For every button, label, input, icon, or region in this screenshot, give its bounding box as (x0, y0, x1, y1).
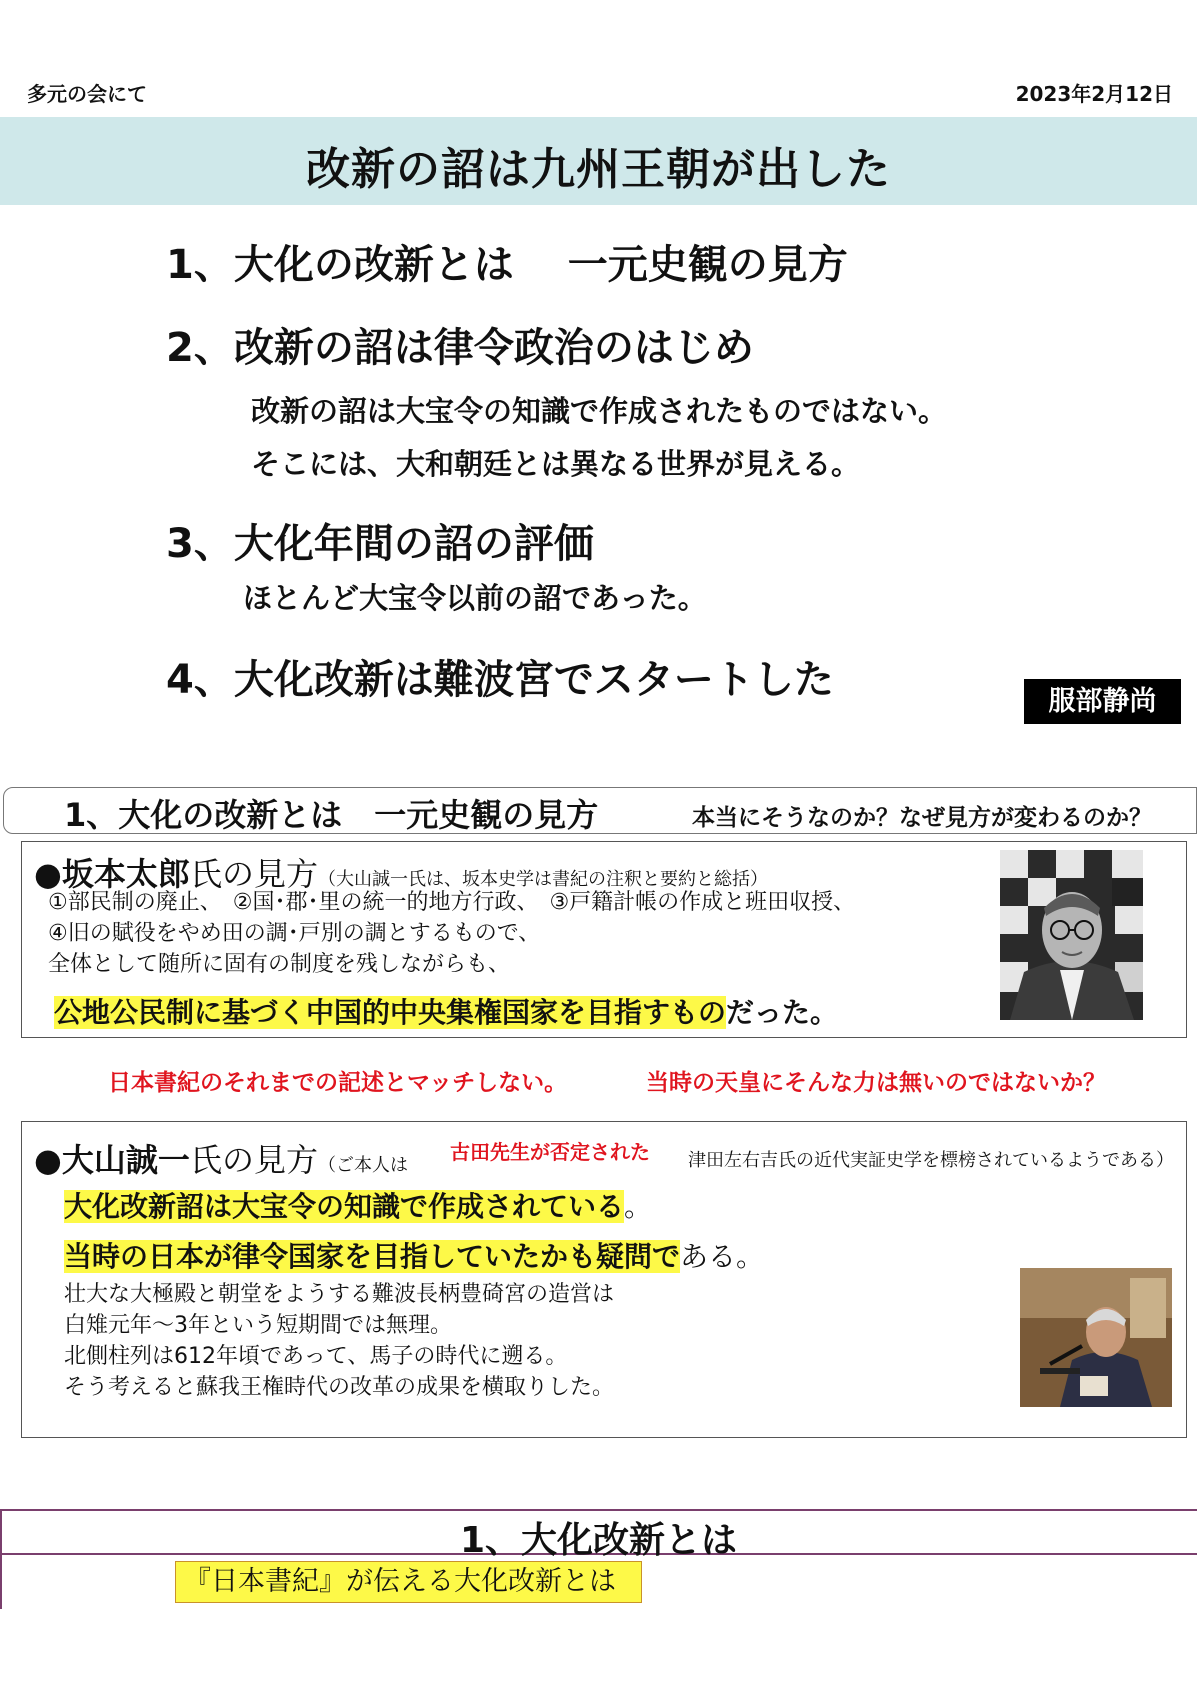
sakamoto-line-2: ④旧の賦役をやめ田の調･戸別の調とするもので、 (48, 921, 541, 946)
toc-item-1: 1、大化の改新とは 一元史観の見方 (166, 242, 848, 288)
oyama-claim-1 (64, 1185, 652, 1225)
name-suffix: 氏の見方 (189, 1141, 318, 1179)
oyama-portrait (1020, 1268, 1172, 1407)
author-badge: 服部静尚 (1024, 679, 1181, 724)
sakamoto-portrait (1000, 850, 1143, 1020)
oyama-note-open: （ご本人は (317, 1155, 408, 1176)
toc-item-3: 3、大化年間の詔の評価 (166, 521, 594, 567)
bullet: ● (34, 855, 62, 893)
oyama-line-2: 白雉元年～3年という短期間では無理。 (64, 1313, 452, 1338)
title-band (0, 117, 1197, 205)
sakamoto-note: （大山誠一氏は、坂本史学は書紀の注釈と要約と総括） (317, 869, 768, 890)
sakamoto-name: 坂本太郎 (61, 855, 190, 893)
oyama-note-close: 津田左右吉氏の近代実証史学を標榜されているようである） (688, 1150, 1174, 1171)
section-1-question: 本当にそうなのか？なぜ見方が変わるのか？ (692, 805, 1152, 831)
toc-item-2-sub-1: 改新の詔は大宝令の知識で作成されたものではない。 (251, 394, 948, 428)
oyama-line-1: 壮大な大極殿と朝堂をようする難波長柄豊碕宮の造営は (64, 1282, 615, 1307)
oyama-highlight-2: 当時の日本が律令国家を目指していたかも疑問で (64, 1240, 681, 1273)
section-2-top-rule (0, 1509, 1197, 1511)
oyama-note-red: 古田先生が否定された (450, 1140, 650, 1164)
oyama-highlight-1: 大化改新詔は大宝令の知識で作成されている (64, 1190, 625, 1223)
sakamoto-highlight-tail: だった。 (726, 996, 839, 1029)
sakamoto-line-1: ①部民制の廃止、 ②国･郡･里の統一的地方行政、 ③戸籍計帳の作成と班田収授、 (48, 890, 856, 915)
name-suffix: 氏の見方 (189, 855, 318, 893)
oyama-highlight-1-tail: 。 (624, 1190, 653, 1223)
section-1-title: 1、大化の改新とは 一元史観の見方 (64, 796, 599, 834)
meeting-label: 多元の会にて (27, 82, 147, 106)
oyama-highlight-2-tail: ある。 (680, 1240, 765, 1273)
sakamoto-conclusion (54, 991, 838, 1031)
oyama-line-4: そう考えると蘇我王権時代の改革の成果を横取りした。 (64, 1375, 615, 1400)
section-2-subtitle: 『日本書紀』が伝える大化改新とは (175, 1561, 642, 1603)
toc-item-4: 4、大化改新は難波宮でスタートした (166, 657, 834, 703)
toc-item-2: 2、改新の詔は律令政治のはじめ (166, 325, 754, 371)
oyama-claim-2 (64, 1235, 764, 1275)
bullet: ● (34, 1141, 62, 1179)
red-comment-left: 日本書紀のそれまでの記述とマッチしない。 (108, 1070, 568, 1096)
toc-item-3-sub-1: ほとんど大宝令以前の詔であった。 (243, 581, 707, 615)
page-title: 改新の詔は九州王朝が出した (306, 144, 891, 195)
sakamoto-line-3: 全体として随所に固有の制度を残しながらも、 (48, 952, 511, 977)
toc-item-2-sub-2: そこには、大和朝廷とは異なる世界が見える。 (251, 447, 861, 481)
section-2-title: 1、大化改新とは (459, 1520, 738, 1561)
sakamoto-highlight: 公地公民制に基づく中国的中央集権国家を目指すもの (54, 996, 727, 1029)
red-comment-right: 当時の天皇にそんな力は無いのではないか？ (646, 1070, 1106, 1096)
oyama-name: 大山誠一 (61, 1141, 190, 1179)
oyama-line-3: 北側柱列は612年頃であって、馬子の時代に遡る。 (64, 1344, 568, 1369)
oyama-heading (34, 1135, 408, 1181)
date-label: 2023年2月12日 (1015, 82, 1173, 106)
